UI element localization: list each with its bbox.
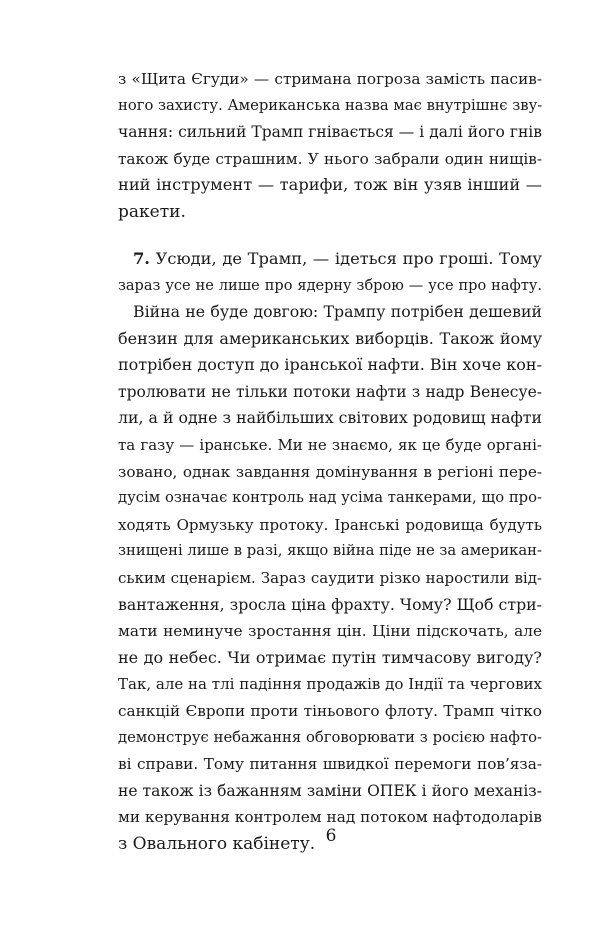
- text-line: мати неминуче зростання цін. Ціни підскочать, але: [118, 622, 542, 641]
- paragraph-3: [118, 299, 542, 857]
- text-line: ві справи. Тому питання швидкої перемоги пов’яза-: [118, 755, 542, 774]
- text-line: санкцій Європи проти тіньового флоту. Трамп чітко: [118, 701, 542, 720]
- text-line: ли, а й одне з найбільших світових родовищ нафти: [118, 408, 542, 428]
- text-line: Війна не буде довгою: Трампу потрібен дешевий: [133, 302, 542, 321]
- text-line: також буде страшним. У нього забрали один нищів-: [118, 149, 542, 168]
- text-line: вантаження, зросла ціна фрахту. Чому? Щоб стри-: [118, 594, 542, 614]
- text-line: не до небес. Чи отримає путін тимчасову вигоду?: [118, 647, 542, 667]
- section-number: 7.: [133, 249, 150, 268]
- text-line: зараз усе не лише про ядерну зброю — усе про нафту.: [118, 277, 542, 294]
- text-line: ракети.: [118, 201, 186, 222]
- text-line: ного захисту. Американська назва має внутрішнє зву-: [118, 96, 543, 114]
- text-line: ходять Ормузьку протоку. Іранські родовища будуть: [118, 515, 542, 534]
- text-line: ний інструмент — тарифи, тож він узяв інший —: [118, 175, 542, 195]
- text-line: не також із бажанням заміни ОПЕК і його механіз-: [118, 781, 542, 800]
- text-line: бензин для американських виборців. Також йому: [118, 328, 542, 348]
- text-line-rest: Усюди, де Трамп, — ідеться про гроші. Тому: [149, 249, 542, 268]
- paragraph-2: [118, 246, 542, 299]
- text-line-first: [118, 246, 542, 273]
- page-number: 6: [325, 826, 337, 846]
- text-line: дусім означає контроль над усіма танкерами, що про-: [118, 489, 542, 507]
- text-line: потрібен доступ до іранської нафти. Він хоче кон-: [118, 355, 542, 375]
- text-line: та газу — іранське. Ми не знаємо, як це буде органі-: [118, 435, 542, 454]
- text-line: зовано, однак завдання домінування в регіоні пере-: [118, 462, 542, 481]
- text-line: з Овального кабінету.: [118, 833, 316, 854]
- text-line: тролювати не тільки потоки нафти з надр Венесуе-: [118, 382, 542, 401]
- text-line: ським сценарієм. Зараз саудити різко наростили від-: [118, 568, 542, 587]
- text-line: знищені лише в разі, якщо війна піде не за американ-: [118, 542, 542, 560]
- text-line: чання: сильний Трамп гнівається — і далі його гнів: [118, 123, 542, 142]
- text-line: ми керування контролем над потоком нафтодоларів: [118, 808, 542, 827]
- text-line: демонструє небажання обговорювати з росією нафто-: [118, 728, 542, 746]
- text-line: Так, але на тлі падіння продажів до Індії та чергових: [118, 675, 542, 694]
- paragraph-1: [118, 66, 542, 226]
- text-line: з «Щита Єгуди» — стримана погроза замість пасив-: [118, 70, 542, 88]
